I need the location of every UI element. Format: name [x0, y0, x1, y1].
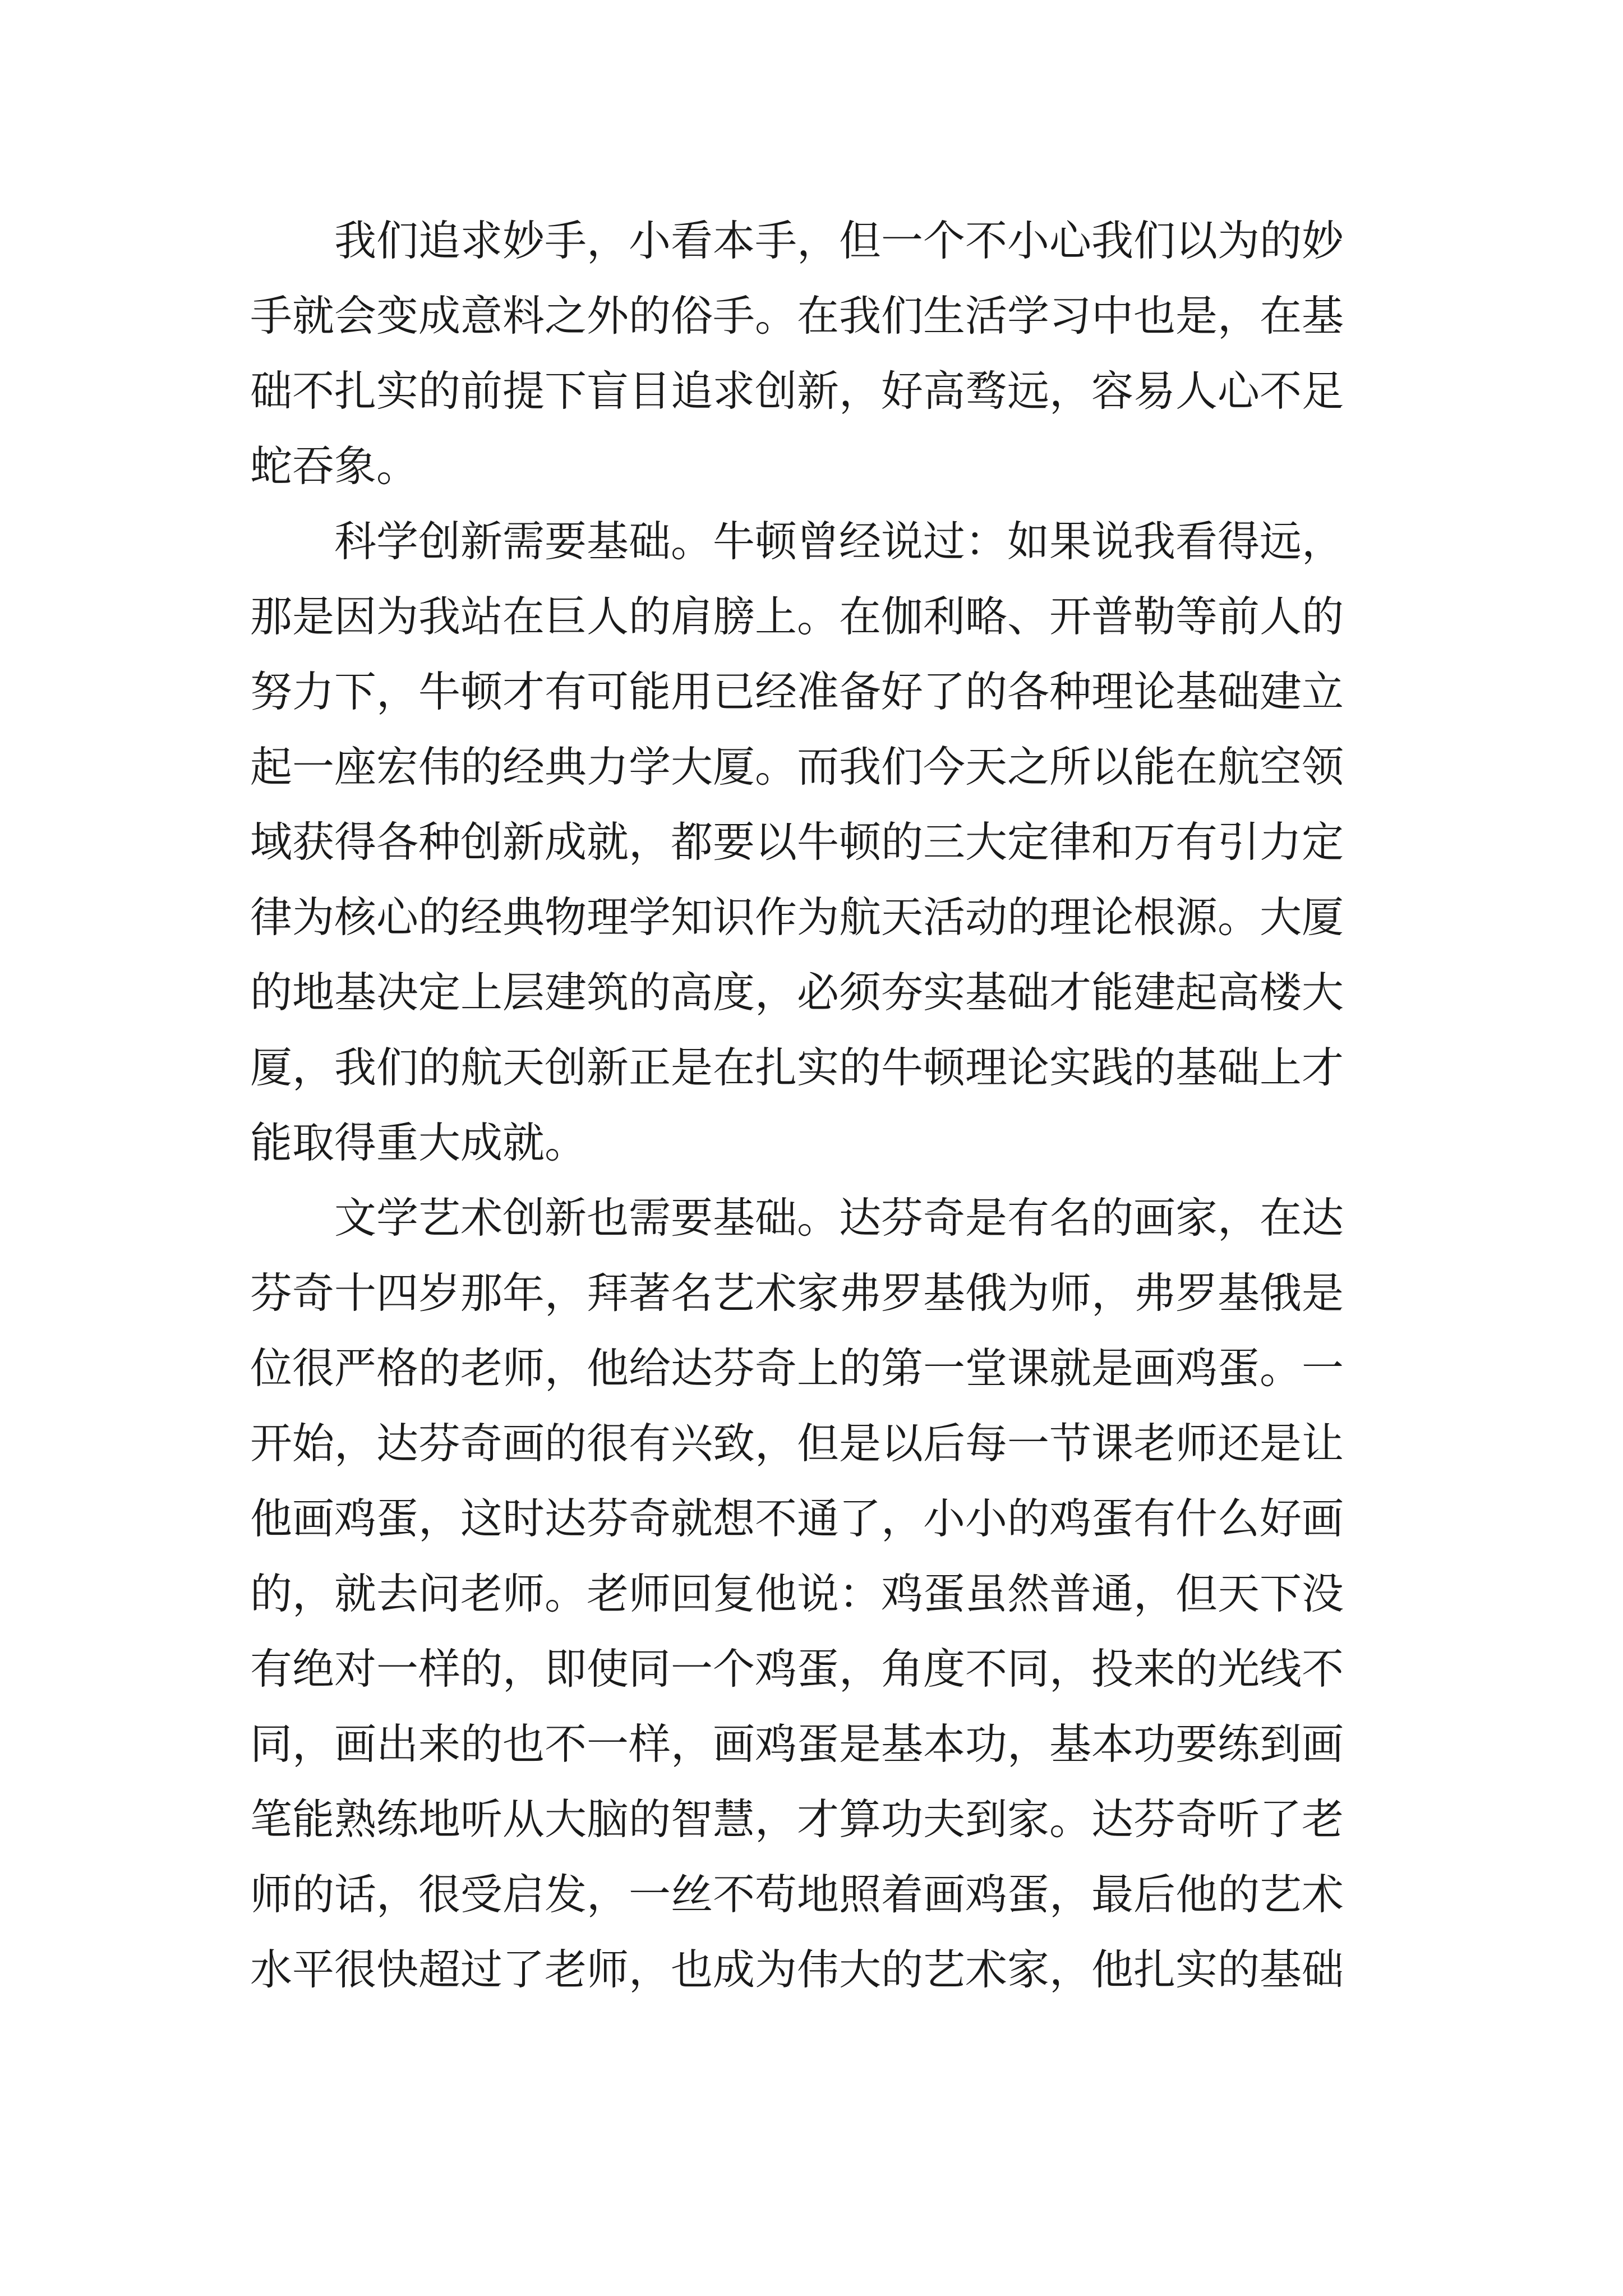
paragraph-line: 础不扎实的前提下盲目追求创新，好高骛远，容易人心不足 [250, 366, 1344, 416]
paragraph-line: 域获得各种创新成就，都要以牛顿的三大定律和万有引力定 [250, 817, 1344, 867]
paragraph-line: 科学创新需要基础。牛顿曾经说过：如果说我看得远， [334, 517, 1344, 566]
paragraph-line: 手就会变成意料之外的俗手。在我们生活学习中也是，在基 [250, 291, 1344, 341]
paragraph-line: 的，就去问老师。老师回复他说：鸡蛋虽然普通，但天下没 [250, 1569, 1344, 1618]
document-body [250, 203, 1383, 2007]
paragraph-line: 他画鸡蛋，这时达芬奇就想不通了，小小的鸡蛋有什么好画 [250, 1494, 1344, 1543]
paragraph-line: 律为核心的经典物理学知识作为航天活动的理论根源。大厦 [250, 892, 1344, 942]
paragraph-line: 能取得重大成就。 [250, 1118, 587, 1167]
paragraph-line: 起一座宏伟的经典力学大厦。而我们今天之所以能在航空领 [250, 742, 1344, 792]
paragraph-line: 我们追求妙手，小看本手，但一个不小心我们以为的妙 [334, 216, 1344, 265]
paragraph-line: 蛇吞象。 [250, 441, 419, 491]
paragraph-line: 同，画出来的也不一样，画鸡蛋是基本功，基本功要练到画 [250, 1719, 1344, 1769]
paragraph-line: 笔能熟练地听从大脑的智慧，才算功夫到家。达芬奇听了老 [250, 1795, 1344, 1844]
paragraph-2 [250, 504, 1383, 1180]
paragraph-line: 文学艺术创新也需要基础。达芬奇是有名的画家，在达 [334, 1193, 1344, 1243]
paragraph-line: 厦，我们的航天创新正是在扎实的牛顿理论实践的基础上才 [250, 1043, 1344, 1092]
paragraph-line: 位很严格的老师，他给达芬奇上的第一堂课就是画鸡蛋。一 [250, 1343, 1344, 1393]
paragraph-3 [250, 1180, 1383, 2007]
paragraph-line: 师的话，很受启发，一丝不苟地照着画鸡蛋，最后他的艺术 [250, 1870, 1344, 1919]
paragraph-line: 芬奇十四岁那年，拜著名艺术家弗罗基俄为师，弗罗基俄是 [250, 1268, 1344, 1318]
paragraph-line: 开始，达芬奇画的很有兴致，但是以后每一节课老师还是让 [250, 1419, 1344, 1468]
paragraph-line: 有绝对一样的，即使同一个鸡蛋，角度不同，投来的光线不 [250, 1644, 1344, 1694]
paragraph-line: 水平很快超过了老师，也成为伟大的艺术家，他扎实的基础 [250, 1945, 1344, 1994]
paragraph-line: 的地基决定上层建筑的高度，必须夯实基础才能建起高楼大 [250, 968, 1344, 1017]
paragraph-line: 那是因为我站在巨人的肩膀上。在伽利略、开普勒等前人的 [250, 592, 1344, 641]
paragraph-line: 努力下，牛顿才有可能用已经准备好了的各种理论基础建立 [250, 667, 1344, 716]
paragraph-1 [250, 203, 1383, 504]
